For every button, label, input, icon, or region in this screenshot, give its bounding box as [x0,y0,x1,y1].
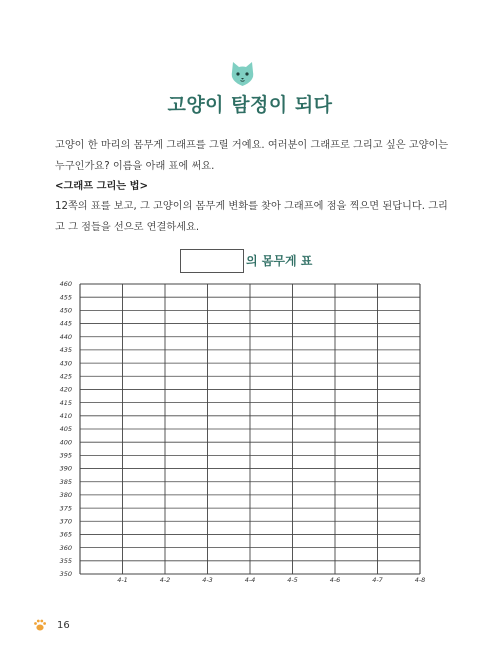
y-tick-label: 445 [59,319,72,328]
y-tick-label: 380 [59,491,72,500]
y-tick-label: 410 [59,412,72,421]
y-tick-label: 460 [59,280,72,289]
y-tick-label: 350 [59,570,72,579]
y-tick-label: 420 [59,385,72,394]
y-tick-label: 370 [59,517,72,526]
page-title: 고양이 탐정이 되다 [167,94,333,116]
y-tick-label: 450 [59,306,72,315]
page-number: 16 [57,620,70,631]
y-tick-label: 355 [59,557,72,566]
y-tick-label: 360 [59,543,72,552]
x-tick-label: 4-2 [159,576,171,584]
y-tick-label: 430 [59,359,72,368]
x-tick-label: 4-4 [244,576,256,584]
y-tick-label: 440 [59,332,72,341]
y-tick-label: 395 [59,451,72,460]
y-tick-label: 375 [59,504,72,513]
y-tick-label: 385 [59,477,72,486]
y-tick-label: 435 [59,346,72,355]
x-tick-label: 4-7 [372,576,383,584]
how-to-heading: <그래프 그리는 법> [55,181,149,192]
y-tick-label: 400 [59,438,72,447]
intro-paragraph: 고양이 한 마리의 몸무게 그래프를 그릴 거예요. 여러분이 그래프로 그리고 싶은 고양이는 누구인가요? 이름을 아래 표에 써요. [55,140,449,172]
y-tick-label: 455 [59,293,72,302]
x-tick-label: 4-6 [329,576,341,584]
x-tick-label: 4-8 [414,576,426,584]
y-tick-label: 425 [59,372,72,381]
weight-table-title: 의 몸무게 표 [246,254,313,268]
x-tick-label: 4-3 [202,576,213,584]
how-to-paragraph: 12쪽의 표를 보고, 그 고양이의 몸무게 변화를 찾아 그래프에 점을 찍으면 된답니다. 그리고 그 점들을 선으로 연결하세요. [55,201,448,233]
y-tick-label: 415 [59,398,72,407]
x-tick-label: 4-1 [117,576,128,584]
y-tick-label: 390 [59,464,72,473]
y-tick-label: 365 [59,530,72,539]
paw-icon [33,618,47,632]
y-tick-label: 405 [59,425,72,434]
x-tick-label: 4-5 [287,576,298,584]
